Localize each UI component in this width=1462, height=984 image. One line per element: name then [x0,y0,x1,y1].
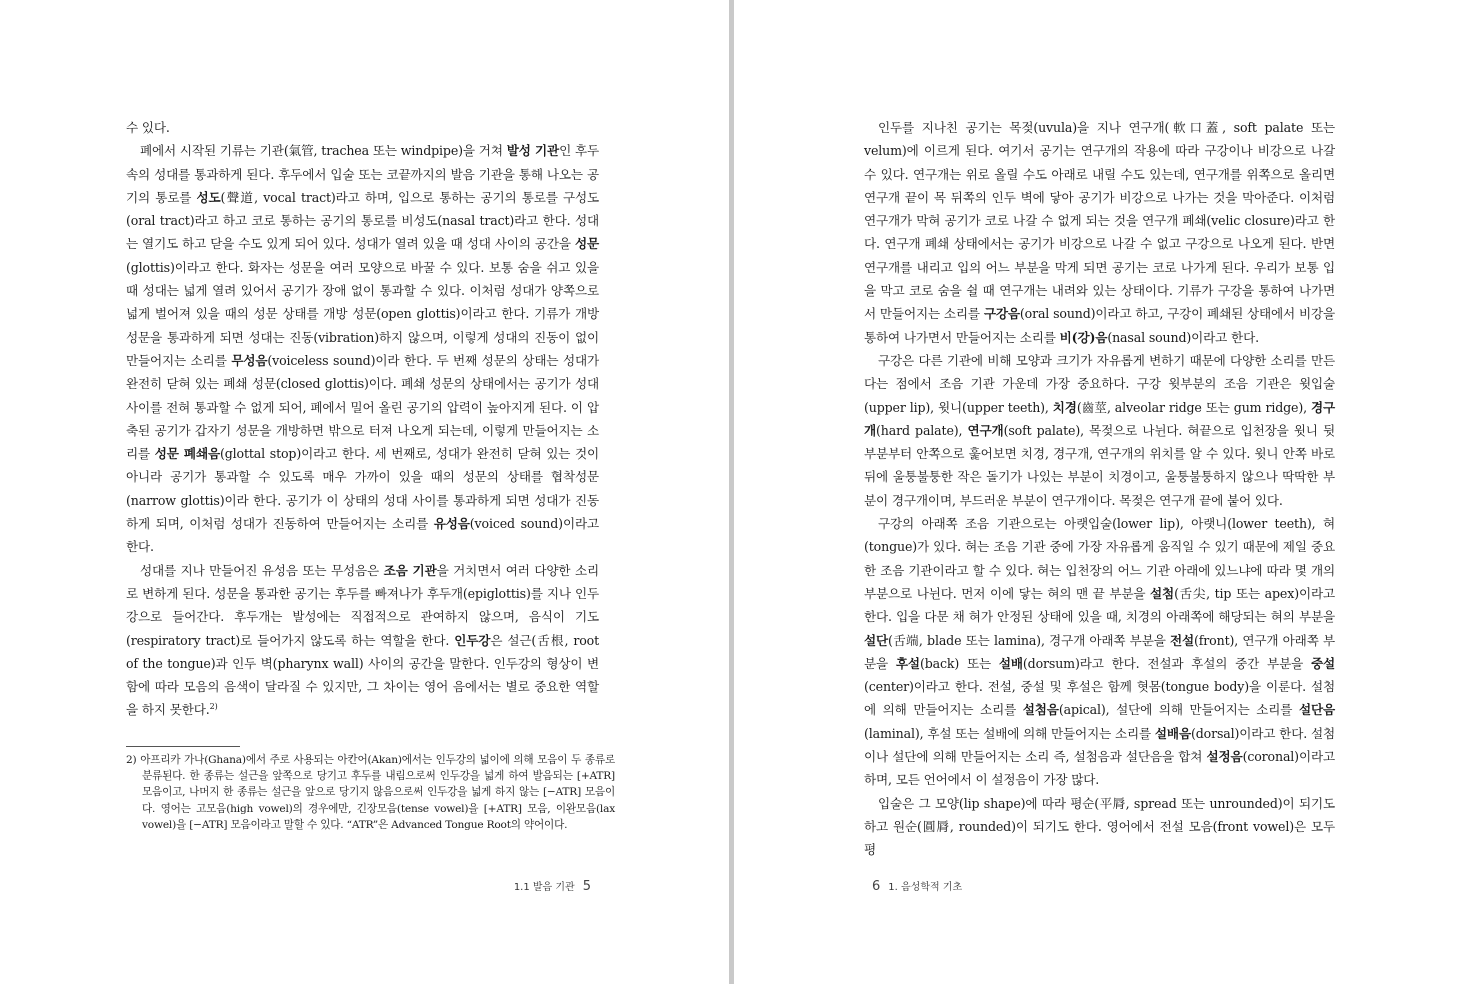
right-page-number: 6 [872,879,881,894]
right-page-paragraph: 구강은 다른 기관에 비해 모양과 크기가 자유롭게 변하기 때문에 다양한 소리를 만든다는 점에서 조음 기관 가운데 가장 중요하다. 구강 윗부분의 조음 기관은 윗입술(upper lip), 윗니(upper teeth), 치경(齒莖, alveolar ridge 또는 gum ridge), 경구개(hard palate), 연구개(soft palate), 목젖으로 나뉜다. 혀끝으로 입천장을 윗니 뒷부분부터 안쪽으로 훑어보면 치경, 경구개, 연구개의 위치를 알 수 있다. 윗니 안쪽 바로 뒤에 울퉁불퉁한 작은 돌기가 나있는 부분이 치경이고, 울퉁불퉁하지 않으나 딱딱한 부분이 경구개이며, 부드러운 부분이 연구개이다. 목젖은 연구개 끝에 붙어 있다. [864,352,1335,508]
right-running-head: 1. 음성학적 기초 [888,882,963,893]
right-folio [864,878,962,894]
right-page [734,0,1462,984]
left-folio [514,878,599,894]
left-page-body [126,116,599,722]
left-page-paragraph: 폐에서 시작된 기류는 기관(氣管, trachea 또는 windpipe)을 거쳐 발성 기관인 후두 속의 성대를 통과하게 된다. 후두에서 입술 또는 코끝까지의 발음 기관을 통해 나오는 공기의 통로를 성도(聲道, vocal tract)라고 하며, 입으로 통하는 공기의 통로를 구성도(oral tract)라고 하고 코로 통하는 공기의 통로를 비성도(nasal tract)라고 한다. 성대는 열기도 하고 닫을 수도 있게 되어 있다. 성대가 열려 있을 때 성대 사이의 공간을 성문(glottis)이라고 한다. 화자는 성문을 여러 모양으로 바꿀 수 있다. 보통 숨을 쉬고 있을 때 성대는 넓게 열려 있어서 공기가 장애 없이 통과할 수 있다. 이처럼 성대가 양쪽으로 넓게 벌어져 있을 때의 성문 상태를 개방 성문(open glottis)이라고 한다. 기류가 개방 성문을 통과하게 되면 성대는 진동(vibration)하지 않으며, 이렇게 성대의 진동이 없이 만들어지는 소리를 무성음(voiceless sound)이라 한다. 두 번째 성문의 상태는 성대가 완전히 닫혀 있는 폐쇄 성문(closed glottis)이다. 폐쇄 성문의 상태에서는 공기가 성대 사이를 전혀 통과할 수 없게 되어, 폐에서 밀어 올린 공기의 압력이 높아지게 된다. 이 압축된 공기가 갑자기 성문을 개방하면 밖으로 터져 나오게 되는데, 이렇게 만들어지는 소리를 성문 폐쇄음(glottal stop)이라고 한다. 세 번째로, 성대가 완전히 닫혀 있는 것이 아니라 공기가 통과할 수 있도록 매우 가까이 있을 때의 성문의 상태를 협착성문(narrow glottis)이라 한다. 공기가 이 상태의 성대 사이를 통과하게 되면 성대가 진동하게 되며, 이처럼 성대가 진동하여 만들어지는 소리를 유성음(voiced sound)이라고 한다. [126,143,600,555]
left-running-head: 1.1 발음 기관 [513,882,575,893]
left-page [0,0,729,984]
footnote-rule [126,746,240,747]
right-page-paragraph: 인두를 지나친 공기는 목젖(uvula)을 지나 연구개(軟口蓋, soft palate 또는 velum)에 이르게 된다. 여기서 공기는 연구개의 작용에 따라 구강이나 비강으로 나갈 수 있다. 연구개는 위로 올릴 수도 아래로 내릴 수도 있는데, 연구개를 위쪽으로 올리면 연구개 끝이 목 뒤쪽의 인두 벽에 닿아 공기가 비강으로 나가는 것을 막아준다. 이처럼 연구개가 막혀 공기가 코로 나갈 수 없게 되는 것을 연구개 폐쇄(velic closure)라고 한다. 연구개 폐쇄 상태에서는 공기가 비강으로 나갈 수 없고 구강으로 나오게 된다. 반면 연구개를 내리고 입의 어느 부분을 막게 되면 공기는 코로 나가게 된다. 우리가 보통 입을 막고 코로 숨을 쉴 때 연구개는 내려와 있는 상태이다. 기류가 구강을 통하여 나가면서 만들어지는 소리를 구강음(oral sound)이라고 하고, 구강이 폐쇄된 상태에서 비강을 통하여 나가면서 만들어지는 소리를 비(강)음(nasal sound)이라고 한다. [864,120,1336,345]
left-page-paragraph: 성대를 지나 만들어진 유성음 또는 무성음은 조음 기관을 거치면서 여러 다양한 소리로 변하게 된다. 성문을 통과한 공기는 후두를 빠져나가 후두개(epiglottis)를 지나 인두강으로 들어간다. 후두개는 발성에는 직접적으로 관여하지 않으며, 음식이 기도(respiratory tract)로 들어가지 않도록 하는 역할을 한다. 인두강은 설근(舌根, root of the tongue)과 인두 벽(pharynx wall) 사이의 공간을 말한다. 인두강의 형상이 변함에 따라 모음의 음색이 달라질 수 있지만, 그 차이는 영어 음에서는 별로 중요한 역할을 하지 못한다.$^{2)}$ [126,562,599,718]
right-page-paragraph: 구강의 아래쪽 조음 기관으로는 아랫입술(lower lip), 아랫니(lower teeth), 혀(tongue)가 있다. 혀는 조음 기관 중에 가장 자유롭게 움직일 수 있기 때문에 제일 중요한 조음 기관이라고 할 수 있다. 혀는 입천장의 어느 기관 아래에 있느냐에 따라 몇 개의 부분으로 나뉜다. 먼저 이에 닿는 혀의 맨 끝 부분을 설첨(舌尖, tip 또는 apex)이라고 한다. 입을 다문 채 혀가 안정된 상태에 있을 때, 치경의 아래쪽에 해당되는 혀의 부분을 설단(舌端, blade 또는 lamina), 경구개 아래쪽 부분을 전설(front), 연구개 아래쪽 부분을 후설(back) 또는 설배(dorsum)라고 한다. 전설과 후설의 중간 부분을 중설(center)이라고 한다. 전설, 중설 및 후설은 함께 혓몸(tongue body)을 이룬다. 설첨에 의해 만들어지는 소리를 설첨음(apical), 설단에 의해 만들어지는 소리를 설단음(laminal), 후설 또는 설배에 의해 만들어지는 소리를 설배음(dorsal)이라고 한다. 설첨이나 설단에 의해 만들어지는 소리 즉, 설첨음과 설단음을 합쳐 설정음(coronal)이라고 하며, 모든 언어에서 이 설정음이 가장 많다. [864,516,1336,788]
left-page-number: 5 [582,879,591,894]
right-page-body [864,116,1335,862]
left-page-paragraph: 수 있다. [126,120,170,135]
right-page-paragraph: 입술은 그 모양(lip shape)에 따라 평순(平脣, spread 또는 unrounded)이 되기도 하고 원순(圓脣, rounded)이 되기도 한다. 영어에서 전설 모음(front vowel)은 모두 평 [864,795,1335,858]
footnote: 2) 아프리카 가나(Ghana)에서 주로 사용되는 아칸어(Akan)에서는 인두강의 넓이에 의해 모음이 두 종류로 분류된다. 한 종류는 설근을 앞쪽으로 당기고 후두를 내림으로써 인두강을 넓게 하여 발음되는 [+ATR] 모음이고, 나머지 한 종류는 설근을 앞으로 당기지 않음으로써 인두강을 넓게 하지 않는 [−ATR] 모음이다. 영어는 고모음(high vowel)의 경우에만, 긴장모음(tense vowel)을 [+ATR] 모음, 이완모음(lax vowel)을 [−ATR] 모음이라고 말할 수 있다. “ATR”은 Advanced Tongue Root의 약어이다. [126,754,615,831]
